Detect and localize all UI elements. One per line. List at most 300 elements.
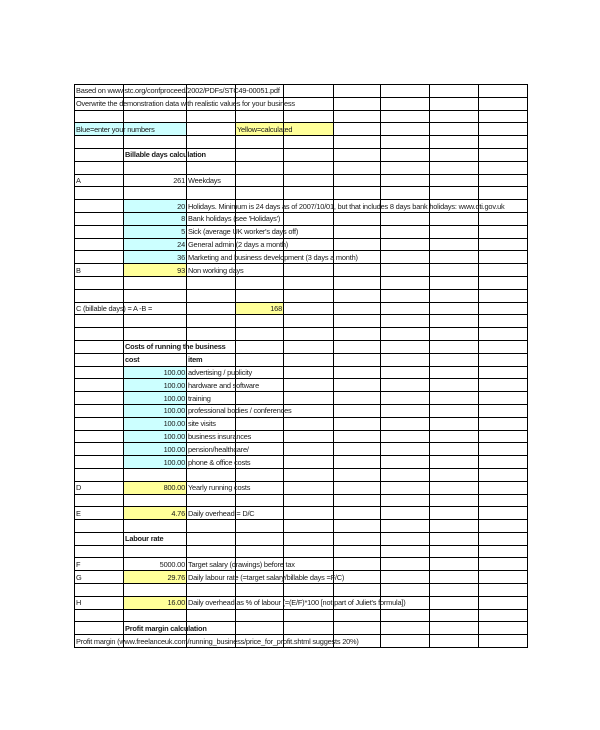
sheet-cell[interactable] [236,494,284,507]
sheet-cell[interactable] [284,212,334,225]
sheet-cell[interactable] [334,507,381,520]
sheet-cell[interactable] [187,353,236,366]
sheet-cell[interactable] [187,161,236,174]
sheet-cell[interactable] [124,289,187,302]
sheet-cell[interactable] [236,161,284,174]
sheet-cell[interactable] [430,584,479,597]
sheet-cell[interactable] [479,468,528,481]
sheet-cell[interactable] [381,161,430,174]
sheet-cell[interactable] [430,430,479,443]
sheet-cell[interactable] [236,302,284,315]
sheet-cell[interactable] [381,468,430,481]
sheet-cell[interactable] [334,110,381,123]
sheet-cell[interactable] [75,340,124,353]
sheet-cell[interactable] [75,289,124,302]
sheet-cell[interactable] [381,635,430,648]
sheet-cell[interactable] [479,571,528,584]
sheet-cell[interactable] [187,302,236,315]
sheet-cell[interactable] [430,264,479,277]
sheet-cell[interactable] [284,353,334,366]
sheet-cell[interactable] [187,328,236,341]
sheet-cell[interactable] [124,161,187,174]
sheet-cell[interactable] [334,443,381,456]
sheet-cell[interactable] [334,187,381,200]
sheet-cell[interactable] [75,571,124,584]
sheet-cell[interactable] [187,136,236,149]
sheet-cell[interactable] [187,596,406,609]
sheet-cell[interactable] [124,622,207,635]
sheet-cell[interactable] [284,315,334,328]
sheet-cell[interactable] [236,584,284,597]
sheet-cell[interactable] [124,353,187,366]
sheet-cell[interactable] [284,520,334,533]
sheet-cell[interactable] [479,507,528,520]
sheet-cell[interactable] [334,468,381,481]
sheet-cell[interactable] [430,622,479,635]
sheet-cell[interactable] [381,392,430,405]
sheet-cell[interactable] [381,366,430,379]
sheet-cell[interactable] [236,136,284,149]
sheet-cell[interactable] [236,392,284,405]
sheet-cell[interactable] [430,417,479,430]
sheet-cell[interactable] [334,545,381,558]
sheet-cell[interactable] [479,85,528,98]
sheet-cell[interactable] [430,507,479,520]
sheet-cell[interactable] [124,584,187,597]
sheet-cell[interactable] [75,200,124,213]
sheet-cell[interactable] [75,622,124,635]
sheet-cell[interactable] [284,85,334,98]
sheet-cell[interactable] [430,212,479,225]
sheet-cell[interactable] [187,289,236,302]
sheet-cell[interactable] [284,494,334,507]
sheet-cell[interactable] [124,443,187,456]
sheet-cell[interactable] [479,264,528,277]
sheet-cell[interactable] [124,404,187,417]
sheet-cell[interactable] [187,532,236,545]
sheet-cell[interactable] [381,315,430,328]
sheet-cell[interactable] [284,328,334,341]
sheet-cell[interactable] [334,353,381,366]
sheet-cell[interactable] [381,110,430,123]
sheet-cell[interactable] [284,187,334,200]
sheet-cell[interactable] [430,532,479,545]
sheet-cell[interactable] [334,392,381,405]
sheet-cell[interactable] [381,212,430,225]
sheet-cell[interactable] [284,430,334,443]
sheet-cell[interactable] [479,238,528,251]
sheet-cell[interactable] [334,404,381,417]
sheet-cell[interactable] [284,161,334,174]
sheet-cell[interactable] [479,225,528,238]
sheet-cell[interactable] [479,392,528,405]
sheet-cell[interactable] [75,558,124,571]
sheet-cell[interactable] [124,366,187,379]
sheet-cell[interactable] [75,136,124,149]
sheet-cell[interactable] [334,136,381,149]
sheet-cell[interactable] [381,264,430,277]
sheet-cell[interactable] [187,315,236,328]
sheet-cell[interactable] [334,456,381,469]
sheet-cell[interactable] [75,85,280,98]
sheet-cell[interactable] [479,609,528,622]
sheet-cell[interactable] [334,520,381,533]
sheet-cell[interactable] [75,97,295,110]
sheet-cell[interactable] [75,481,124,494]
sheet-cell[interactable] [381,302,430,315]
sheet-cell[interactable] [430,468,479,481]
sheet-cell[interactable] [75,264,124,277]
sheet-cell[interactable] [430,366,479,379]
sheet-cell[interactable] [75,609,124,622]
sheet-cell[interactable] [334,212,381,225]
sheet-cell[interactable] [479,456,528,469]
sheet-cell[interactable] [187,225,299,238]
sheet-cell[interactable] [381,187,430,200]
sheet-cell[interactable] [381,97,430,110]
sheet-cell[interactable] [479,212,528,225]
sheet-cell[interactable] [479,532,528,545]
sheet-cell[interactable] [381,417,430,430]
sheet-cell[interactable] [75,494,124,507]
sheet-cell[interactable] [187,571,345,584]
sheet-cell[interactable] [334,315,381,328]
sheet-cell[interactable] [479,289,528,302]
sheet-cell[interactable] [236,353,284,366]
sheet-cell[interactable] [124,187,187,200]
sheet-cell[interactable] [284,340,334,353]
sheet-cell[interactable] [284,609,334,622]
sheet-cell[interactable] [430,148,479,161]
sheet-cell[interactable] [236,328,284,341]
sheet-cell[interactable] [479,174,528,187]
sheet-cell[interactable] [479,251,528,264]
sheet-cell[interactable] [124,200,187,213]
sheet-cell[interactable] [75,404,124,417]
sheet-cell[interactable] [75,212,124,225]
sheet-cell[interactable] [479,315,528,328]
sheet-cell[interactable] [124,340,226,353]
sheet-cell[interactable] [381,558,430,571]
sheet-cell[interactable] [430,136,479,149]
sheet-cell[interactable] [430,571,479,584]
sheet-cell[interactable] [430,520,479,533]
sheet-cell[interactable] [124,110,187,123]
sheet-cell[interactable] [124,430,187,443]
sheet-cell[interactable] [187,379,259,392]
sheet-cell[interactable] [187,507,255,520]
sheet-cell[interactable] [430,276,479,289]
sheet-cell[interactable] [334,430,381,443]
sheet-cell[interactable] [430,494,479,507]
sheet-cell[interactable] [236,110,284,123]
sheet-cell[interactable] [124,328,187,341]
sheet-cell[interactable] [75,584,124,597]
sheet-cell[interactable] [381,481,430,494]
sheet-cell[interactable] [187,123,236,136]
sheet-cell[interactable] [187,110,236,123]
sheet-cell[interactable] [124,276,187,289]
sheet-cell[interactable] [187,545,236,558]
sheet-cell[interactable] [381,340,430,353]
sheet-cell[interactable] [479,148,528,161]
sheet-cell[interactable] [284,507,334,520]
sheet-cell[interactable] [381,443,430,456]
sheet-cell[interactable] [187,558,295,571]
sheet-cell[interactable] [187,174,236,187]
sheet-cell[interactable] [236,148,284,161]
sheet-cell[interactable] [187,264,244,277]
sheet-cell[interactable] [75,123,155,136]
sheet-cell[interactable] [187,456,251,469]
sheet-cell[interactable] [334,417,381,430]
sheet-cell[interactable] [124,596,187,609]
sheet-cell[interactable] [334,238,381,251]
sheet-cell[interactable] [430,379,479,392]
sheet-cell[interactable] [430,340,479,353]
sheet-cell[interactable] [124,264,187,277]
sheet-cell[interactable] [75,315,124,328]
sheet-cell[interactable] [430,443,479,456]
sheet-cell[interactable] [430,97,479,110]
sheet-cell[interactable] [187,417,236,430]
sheet-cell[interactable] [381,456,430,469]
sheet-cell[interactable] [124,507,187,520]
sheet-cell[interactable] [187,366,253,379]
sheet-cell[interactable] [479,443,528,456]
sheet-cell[interactable] [284,532,334,545]
sheet-cell[interactable] [334,584,381,597]
sheet-cell[interactable] [75,328,124,341]
sheet-cell[interactable] [236,417,284,430]
sheet-cell[interactable] [284,456,334,469]
sheet-cell[interactable] [75,187,124,200]
sheet-cell[interactable] [124,609,187,622]
sheet-cell[interactable] [381,430,430,443]
sheet-cell[interactable] [236,520,284,533]
sheet-cell[interactable] [479,302,528,315]
sheet-cell[interactable] [124,545,187,558]
sheet-cell[interactable] [75,148,124,161]
sheet-cell[interactable] [187,251,358,264]
sheet-cell[interactable] [381,328,430,341]
sheet-cell[interactable] [75,532,124,545]
sheet-cell[interactable] [187,212,281,225]
sheet-cell[interactable] [334,174,381,187]
sheet-cell[interactable] [284,545,334,558]
sheet-cell[interactable] [430,187,479,200]
sheet-cell[interactable] [284,174,334,187]
sheet-cell[interactable] [75,635,359,648]
sheet-cell[interactable] [381,532,430,545]
sheet-cell[interactable] [124,148,206,161]
sheet-cell[interactable] [381,545,430,558]
sheet-cell[interactable] [187,443,249,456]
sheet-cell[interactable] [381,225,430,238]
sheet-cell[interactable] [124,136,187,149]
sheet-cell[interactable] [334,97,381,110]
sheet-cell[interactable] [284,366,334,379]
sheet-cell[interactable] [75,545,124,558]
sheet-cell[interactable] [236,123,293,136]
sheet-cell[interactable] [75,225,124,238]
sheet-cell[interactable] [75,507,124,520]
sheet-cell[interactable] [430,609,479,622]
sheet-cell[interactable] [430,85,479,98]
sheet-cell[interactable] [187,238,288,251]
sheet-cell[interactable] [334,609,381,622]
sheet-cell[interactable] [124,571,187,584]
sheet-cell[interactable] [479,430,528,443]
sheet-cell[interactable] [479,123,528,136]
sheet-cell[interactable] [479,353,528,366]
sheet-cell[interactable] [381,136,430,149]
sheet-cell[interactable] [479,340,528,353]
sheet-cell[interactable] [334,328,381,341]
sheet-cell[interactable] [124,392,187,405]
sheet-cell[interactable] [381,520,430,533]
sheet-cell[interactable] [284,148,334,161]
sheet-cell[interactable] [75,417,124,430]
sheet-cell[interactable] [124,468,187,481]
sheet-cell[interactable] [479,97,528,110]
sheet-cell[interactable] [479,379,528,392]
sheet-cell[interactable] [187,430,252,443]
sheet-cell[interactable] [75,251,124,264]
sheet-cell[interactable] [381,353,430,366]
sheet-cell[interactable] [284,443,334,456]
sheet-cell[interactable] [479,494,528,507]
sheet-cell[interactable] [284,276,334,289]
sheet-cell[interactable] [284,264,334,277]
sheet-cell[interactable] [479,276,528,289]
sheet-cell[interactable] [334,225,381,238]
sheet-cell[interactable] [430,289,479,302]
sheet-cell[interactable] [334,494,381,507]
sheet-cell[interactable] [381,148,430,161]
sheet-cell[interactable] [187,609,236,622]
sheet-cell[interactable] [430,174,479,187]
sheet-cell[interactable] [479,622,528,635]
sheet-cell[interactable] [334,289,381,302]
sheet-cell[interactable] [124,532,187,545]
sheet-cell[interactable] [124,494,187,507]
sheet-cell[interactable] [479,187,528,200]
sheet-cell[interactable] [75,468,124,481]
sheet-cell[interactable] [124,225,187,238]
sheet-cell[interactable] [124,379,187,392]
sheet-cell[interactable] [381,174,430,187]
sheet-cell[interactable] [284,417,334,430]
sheet-cell[interactable] [124,251,187,264]
sheet-cell[interactable] [236,174,284,187]
sheet-cell[interactable] [124,238,187,251]
sheet-cell[interactable] [75,520,124,533]
sheet-cell[interactable] [75,456,124,469]
sheet-cell[interactable] [236,315,284,328]
sheet-cell[interactable] [124,315,187,328]
sheet-cell[interactable] [284,302,334,315]
sheet-cell[interactable] [430,225,479,238]
sheet-cell[interactable] [430,315,479,328]
sheet-cell[interactable] [75,302,153,315]
sheet-cell[interactable] [187,494,236,507]
sheet-cell[interactable] [381,507,430,520]
sheet-cell[interactable] [284,468,334,481]
sheet-cell[interactable] [381,379,430,392]
sheet-cell[interactable] [334,264,381,277]
sheet-cell[interactable] [381,404,430,417]
sheet-cell[interactable] [124,417,187,430]
sheet-cell[interactable] [479,635,528,648]
sheet-cell[interactable] [284,481,334,494]
sheet-cell[interactable] [75,174,124,187]
sheet-cell[interactable] [430,596,479,609]
sheet-cell[interactable] [236,289,284,302]
sheet-cell[interactable] [430,251,479,264]
sheet-cell[interactable] [479,328,528,341]
sheet-cell[interactable] [284,136,334,149]
sheet-cell[interactable] [236,187,284,200]
sheet-cell[interactable] [334,622,381,635]
sheet-cell[interactable] [430,328,479,341]
sheet-cell[interactable] [479,136,528,149]
sheet-cell[interactable] [284,379,334,392]
sheet-cell[interactable] [430,161,479,174]
sheet-cell[interactable] [381,609,430,622]
sheet-cell[interactable] [284,584,334,597]
sheet-cell[interactable] [124,174,187,187]
sheet-cell[interactable] [284,622,334,635]
sheet-cell[interactable] [479,596,528,609]
sheet-cell[interactable] [381,123,430,136]
sheet-cell[interactable] [187,200,505,213]
sheet-cell[interactable] [479,545,528,558]
sheet-cell[interactable] [381,494,430,507]
sheet-cell[interactable] [430,558,479,571]
sheet-cell[interactable] [479,520,528,533]
sheet-cell[interactable] [334,481,381,494]
sheet-cell[interactable] [334,148,381,161]
sheet-cell[interactable] [75,161,124,174]
sheet-cell[interactable] [187,520,236,533]
sheet-cell[interactable] [236,609,284,622]
sheet-cell[interactable] [430,238,479,251]
sheet-cell[interactable] [479,404,528,417]
sheet-cell[interactable] [284,238,334,251]
sheet-cell[interactable] [236,545,284,558]
sheet-cell[interactable] [334,302,381,315]
sheet-cell[interactable] [430,635,479,648]
sheet-cell[interactable] [236,622,284,635]
sheet-cell[interactable] [334,366,381,379]
sheet-cell[interactable] [284,289,334,302]
sheet-cell[interactable] [479,366,528,379]
sheet-cell[interactable] [381,251,430,264]
sheet-cell[interactable] [479,161,528,174]
sheet-cell[interactable] [334,340,381,353]
sheet-cell[interactable] [430,545,479,558]
sheet-cell[interactable] [187,584,236,597]
sheet-cell[interactable] [124,558,187,571]
sheet-cell[interactable] [187,481,251,494]
sheet-cell[interactable] [430,353,479,366]
sheet-cell[interactable] [381,85,430,98]
sheet-cell[interactable] [284,110,334,123]
sheet-cell[interactable] [334,276,381,289]
sheet-cell[interactable] [284,392,334,405]
sheet-cell[interactable] [381,622,430,635]
